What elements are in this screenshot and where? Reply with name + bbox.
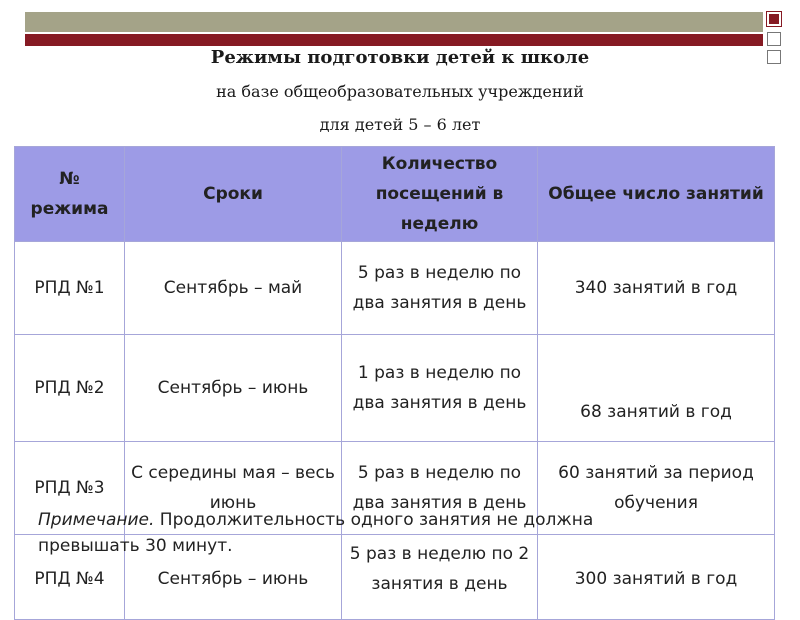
cell-visits: 5 раз в неделю по два занятия в день — [342, 242, 538, 335]
cell-period: Сентябрь – июнь — [125, 535, 342, 620]
cell-total: 60 занятий за период обучения — [538, 442, 775, 535]
table-header-row — [15, 147, 775, 242]
decor-square-outline — [767, 32, 781, 46]
header-total-lessons: Общее число занятий — [538, 147, 775, 242]
table-row — [15, 242, 775, 335]
header-bar-olive — [25, 12, 763, 32]
footnote — [38, 507, 598, 559]
cell-period: Сентябрь – июнь — [125, 335, 342, 442]
cell-total: 300 занятий в год — [538, 535, 775, 620]
header-mode-number: № режима — [15, 147, 125, 242]
slide-subtitle: на базе общеобразовательных учреждений — [216, 82, 584, 101]
header-visits-per-week: Количество посещений в неделю — [342, 147, 538, 242]
cell-mode: РПД №1 — [15, 242, 125, 335]
cell-mode: РПД №3 — [15, 442, 125, 535]
header-period: Сроки — [125, 147, 342, 242]
footnote-label: Примечание. — [38, 510, 155, 530]
slide-subtitle: для детей 5 – 6 лет — [319, 115, 481, 134]
cell-period: Сентябрь – май — [125, 242, 342, 335]
cell-total: 68 занятий в год — [538, 335, 775, 442]
cell-period: С середины мая – весь июнь — [125, 442, 342, 535]
cell-mode: РПД №4 — [15, 535, 125, 620]
cell-visits: 5 раз в неделю по 2 занятия в день — [342, 535, 538, 620]
cell-visits: 5 раз в неделю по два занятия в день — [342, 442, 538, 535]
slide-title: Режимы подготовки детей к школе — [210, 47, 590, 68]
cell-mode: РПД №2 — [15, 335, 125, 442]
cell-total: 340 занятий в год — [538, 242, 775, 335]
decor-square-red — [767, 12, 781, 26]
table-row — [15, 335, 775, 442]
cell-visits: 1 раз в неделю по два занятия в день — [342, 335, 538, 442]
footnote-text: Продолжительность одного занятия не должна превышать 30 минут. — [38, 510, 594, 556]
header-bar-red — [25, 34, 763, 46]
